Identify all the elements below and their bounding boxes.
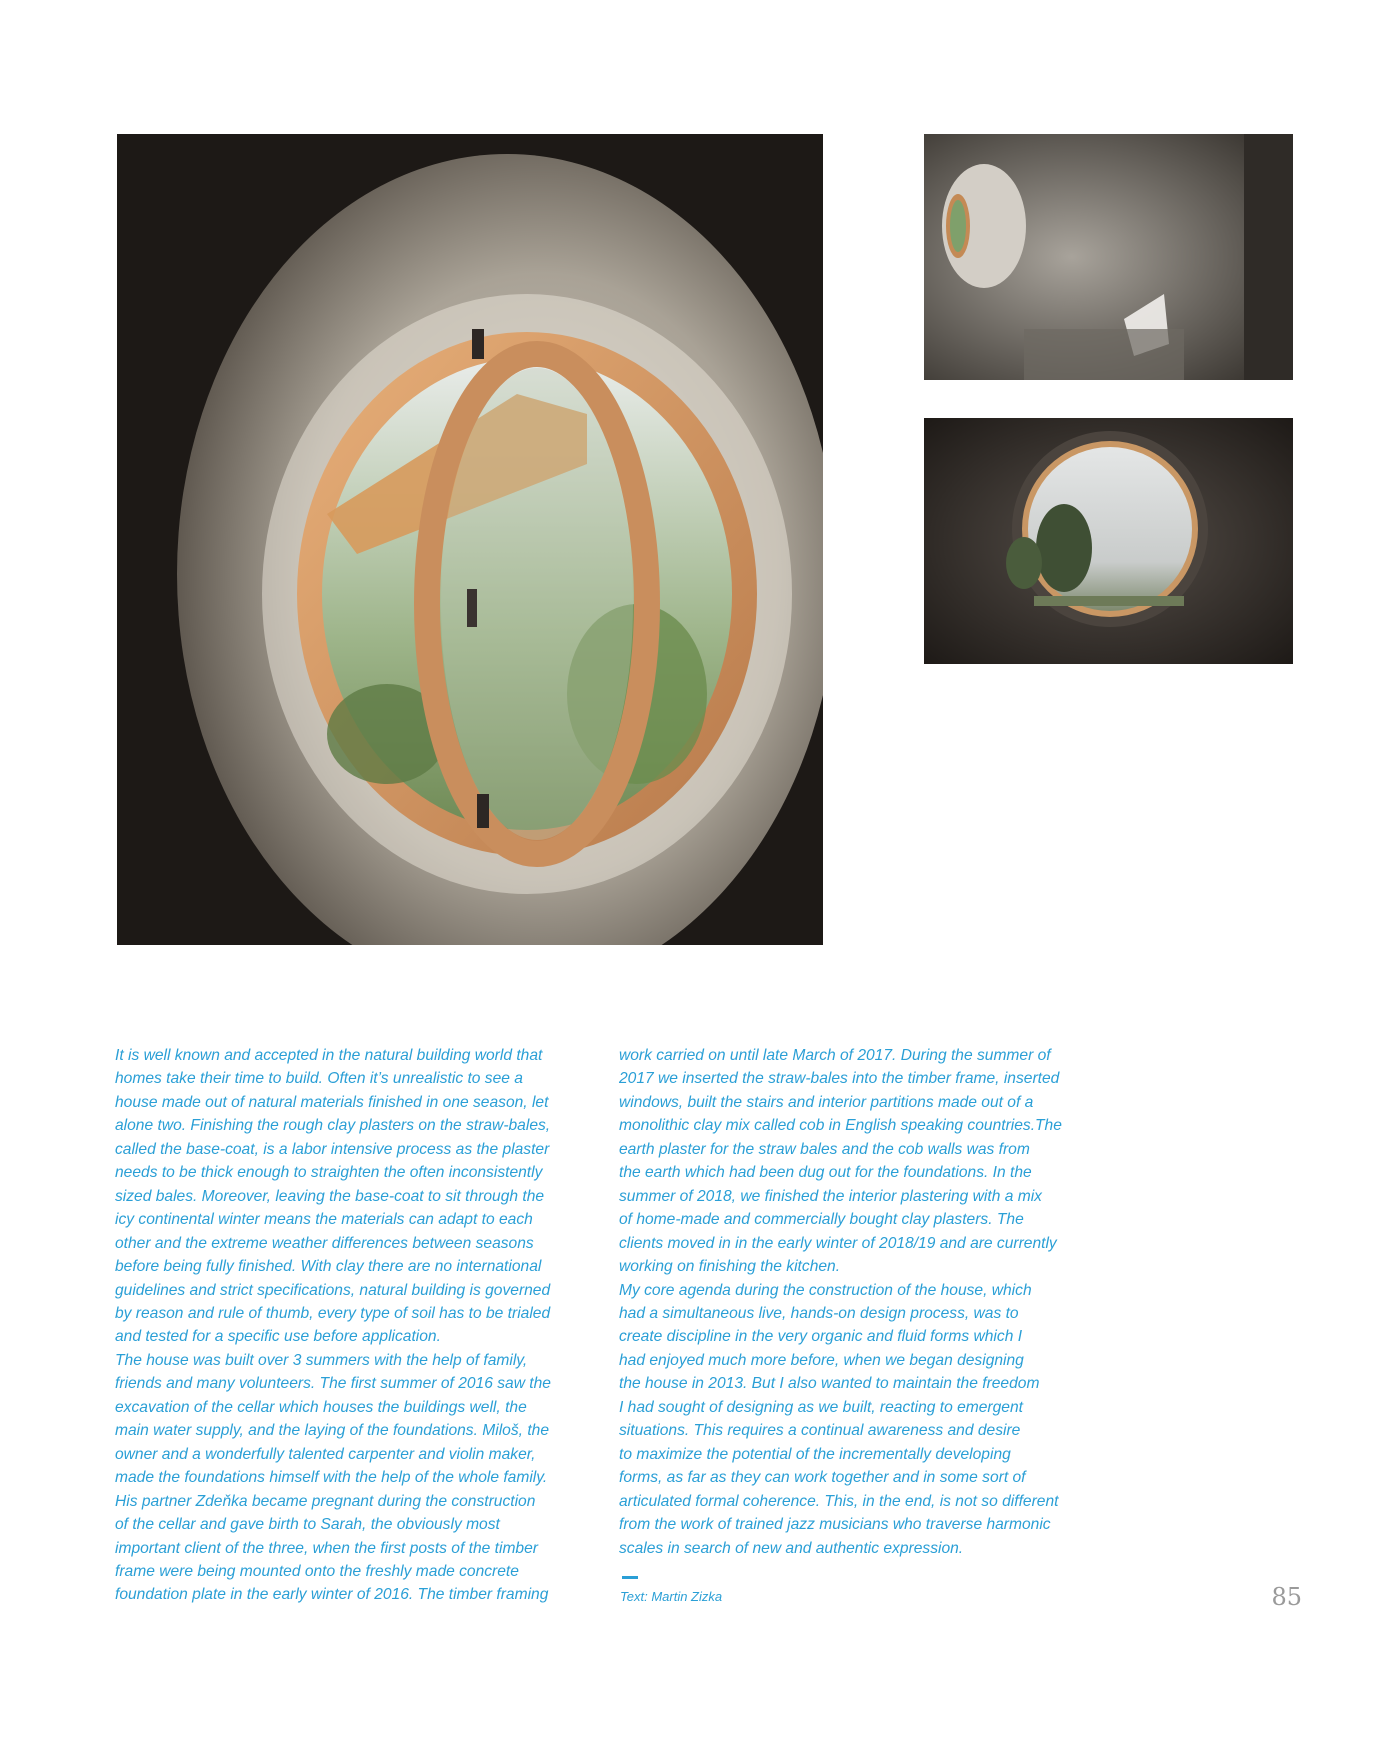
article-credit: Text: Martin Zizka	[620, 1589, 723, 1604]
article-line: by reason and rule of thumb, every type of soil has to be trialed	[115, 1304, 551, 1322]
page-number: 85	[1271, 1583, 1302, 1611]
article-line: forms, as far as they can work together and in some sort of	[619, 1469, 1026, 1487]
article-line: called the base-coat, is a labor intensive process as the plaster	[115, 1140, 550, 1158]
article-column-left	[115, 1044, 595, 1607]
article-line: to maximize the potential of the incrementally developing	[619, 1445, 1011, 1463]
article-line: important client of the three, when the first posts of the timber	[115, 1539, 538, 1557]
article-line: summer of 2018, we finished the interior plastering with a mix	[619, 1187, 1042, 1205]
article-line: I had sought of designing as we built, reacting to emergent	[619, 1398, 1023, 1416]
article-line: foundation plate in the early winter of 2016. The timber framing	[115, 1586, 549, 1604]
article-line: from the work of trained jazz musicians who traverse harmonic	[619, 1516, 1051, 1534]
article-line: friends and many volunteers. The first summer of 2016 saw the	[115, 1375, 551, 1393]
article-line: alone two. Finishing the rough clay plasters on the straw-bales,	[115, 1117, 551, 1135]
credit-divider	[622, 1576, 638, 1579]
round-window-landscape-photo	[924, 418, 1293, 664]
article-line: monolithic clay mix called cob in English speaking countries.The	[619, 1117, 1062, 1135]
article-line: guidelines and strict specifications, natural building is governed	[115, 1281, 551, 1299]
article-column-right	[619, 1044, 1099, 1560]
article-line: The house was built over 3 summers with the help of family,	[115, 1351, 528, 1369]
main-window-illustration	[117, 134, 823, 945]
article-line: work carried on until late March of 2017. During the summer of	[619, 1047, 1051, 1064]
article-line: had enjoyed much more before, when we began designing	[619, 1351, 1024, 1369]
article-line: articulated formal coherence. This, in the end, is not so different	[619, 1492, 1059, 1510]
article-line: house made out of natural materials finished in one season, let	[115, 1093, 549, 1111]
article-line: the house in 2013. But I also wanted to maintain the freedom	[619, 1375, 1040, 1393]
article-line: and tested for a specific use before application.	[115, 1328, 441, 1346]
article-line: excavation of the cellar which houses the buildings well, the	[115, 1398, 527, 1416]
article-line: the earth which had been dug out for the foundations. In the	[619, 1164, 1032, 1182]
article-line: create discipline in the very organic and fluid forms which I	[619, 1328, 1023, 1346]
article-line: working on finishing the kitchen.	[619, 1258, 841, 1276]
article-line: of the cellar and gave birth to Sarah, the obviously most	[115, 1516, 500, 1534]
article-line: before being fully finished. With clay there are no international	[115, 1258, 542, 1276]
main-window-photo	[117, 134, 823, 945]
article-line: made the foundations himself with the help of the whole family.	[115, 1469, 548, 1487]
round-window-illustration	[924, 418, 1293, 664]
article-line: main water supply, and the laying of the foundations. Miloš, the	[115, 1422, 549, 1440]
article-line: scales in search of new and authentic expression.	[619, 1539, 964, 1557]
article-line: earth plaster for the straw bales and the cob walls was from	[619, 1140, 1030, 1158]
small-window-illustration	[924, 134, 1293, 380]
article-line: homes take their time to build. Often it’s unrealistic to see a	[115, 1070, 523, 1088]
article-line: owner and a wonderfully talented carpenter and violin maker,	[115, 1445, 536, 1463]
article-line: frame were being mounted onto the freshly made concrete	[115, 1562, 519, 1580]
article-line: icy continental winter means the materials can adapt to each	[115, 1211, 533, 1229]
article-line: had a simultaneous live, hands-on design process, was to	[619, 1304, 1019, 1322]
article-line: It is well known and accepted in the natural building world that	[115, 1047, 543, 1064]
article-line: needs to be thick enough to straighten the often inconsistently	[115, 1164, 543, 1182]
article-line: His partner Zdeňka became pregnant during the construction	[115, 1492, 536, 1510]
article-line: of home-made and commercially bought clay plasters. The	[619, 1211, 1024, 1229]
article-line: My core agenda during the construction of the house, which	[619, 1281, 1032, 1299]
article-line: other and the extreme weather differences between seasons	[115, 1234, 534, 1252]
article-line: 2017 we inserted the straw-bales into the timber frame, inserted	[619, 1070, 1060, 1088]
small-window-in-wall-photo	[924, 134, 1293, 380]
article-line: sized bales. Moreover, leaving the base-coat to sit through the	[115, 1187, 545, 1205]
article-line: situations. This requires a continual awareness and desire	[619, 1422, 1021, 1440]
article-line: windows, built the stairs and interior partitions made out of a	[619, 1093, 1034, 1111]
article-line: clients moved in in the early winter of 2018/19 and are currently	[619, 1234, 1057, 1252]
